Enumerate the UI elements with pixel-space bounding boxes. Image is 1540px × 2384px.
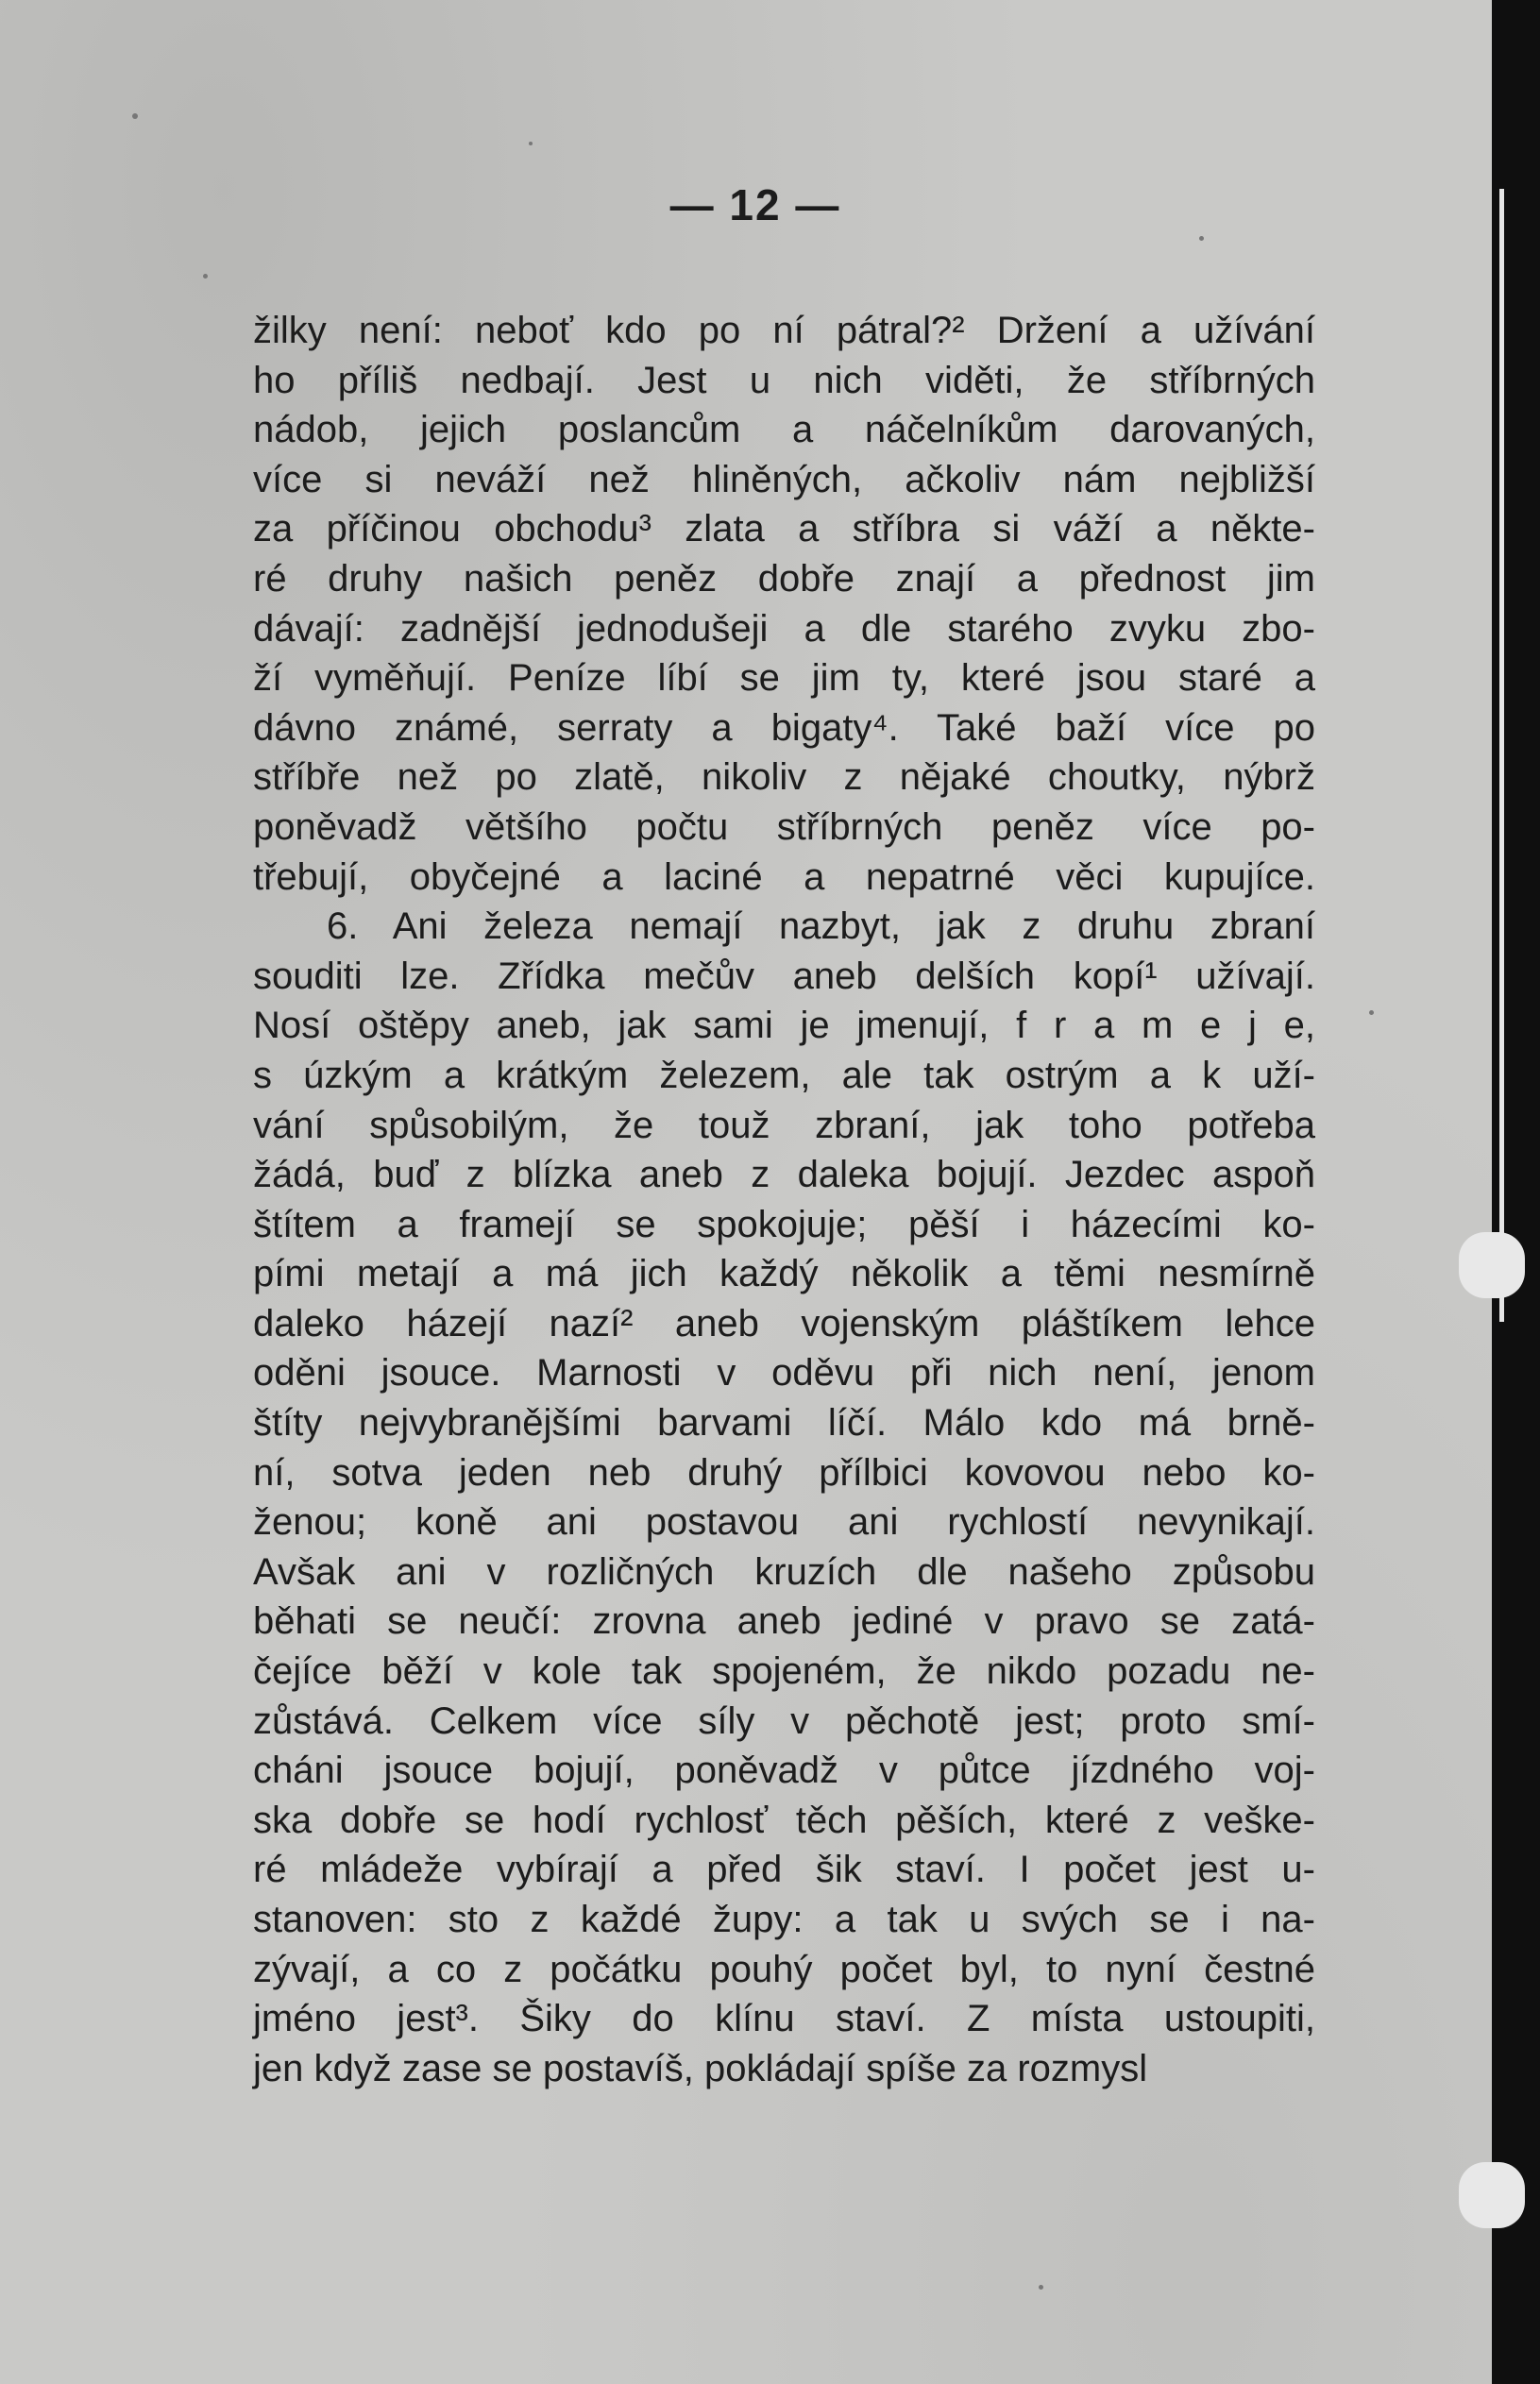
text-line: žádá, buď z blízka aneb z daleka bojují. Jezdec aspoň bbox=[253, 1154, 1315, 1196]
paper-speck bbox=[203, 274, 208, 279]
page-edge-line bbox=[1499, 189, 1504, 1322]
page-number: — 12 — bbox=[669, 180, 841, 229]
text-line: s úzkým a krátkým železem, ale tak ostrým a k uží- bbox=[253, 1054, 1315, 1096]
text-line: zůstává. Celkem více síly v pěchotě jest; proto smí- bbox=[253, 1699, 1315, 1742]
text-line: stanoven: sto z každé župy: a tak u svých se i na- bbox=[253, 1899, 1315, 1940]
text-line: ré mládeže vybírají a před šik staví. I počet jest u- bbox=[253, 1849, 1315, 1891]
text-line: Nosí oštěpy aneb, jak sami je jmenují, f r a m e j e, bbox=[253, 1005, 1315, 1047]
text-line: zývají, a co z počátku pouhý počet byl, to nyní čestné bbox=[253, 1948, 1315, 1990]
text-line: čejíce běží v kole tak spojeném, že nikdo pozadu ne- bbox=[253, 1650, 1315, 1693]
text-line: ho příliš nedbají. Jest u nich viděti, že stříbrných bbox=[253, 359, 1315, 401]
text-line: ží vyměňují. Peníze líbí se jim ty, které jsou staré a bbox=[253, 657, 1315, 700]
paper-speck bbox=[529, 142, 533, 145]
text-line: jen když zase se postavíš, pokládají spíše za rozmysl bbox=[253, 2047, 1148, 2089]
text-line: za příčinou obchodu³ zlata a stříbra si váží a někte- bbox=[253, 508, 1315, 550]
text-line: štíty nejvybranějšími barvami líčí. Málo kdo má brně- bbox=[253, 1402, 1315, 1445]
text-line: žilky není: neboť kdo po ní pátral?² Držení a užívání bbox=[253, 310, 1315, 351]
text-line: 6. Ani železa nemají nazbyt, jak z druhu zbraní bbox=[327, 905, 1315, 948]
text-line: ženou; koně ani postavou ani rychlostí nevynikají. bbox=[253, 1501, 1315, 1544]
paper-speck bbox=[1369, 1010, 1374, 1015]
text-line: jméno jest³. Šiky do klínu staví. Z místa ustoupiti, bbox=[253, 1998, 1315, 2040]
body-text bbox=[253, 306, 1315, 2093]
text-line: daleko házejí nazí² aneb vojenským pláštíkem lehce bbox=[253, 1302, 1315, 1344]
text-line: ska dobře se hodí rychlosť těch pěších, které z veške- bbox=[253, 1799, 1315, 1841]
paper-speck bbox=[1199, 236, 1204, 241]
paper-speck bbox=[1039, 2285, 1043, 2290]
paper-speck bbox=[132, 113, 138, 119]
text-line: oděni jsouce. Marnosti v oděvu při nich není, jenom bbox=[253, 1352, 1315, 1395]
text-line: vání spůsobilým, že touž zbraní, jak toho potřeba bbox=[253, 1104, 1315, 1146]
text-line: více si neváží než hliněných, ačkoliv nám nejbližší bbox=[253, 458, 1315, 500]
text-line: stříbře než po zlatě, nikoliv z nějaké choutky, nýbrž bbox=[253, 756, 1315, 799]
text-line: štítem a framejí se spokojuje; pěší i házecími ko- bbox=[253, 1203, 1315, 1245]
binding-clip-mark bbox=[1459, 1232, 1525, 1298]
text-line: nádob, jejich poslancům a náčelníkům darovaných, bbox=[253, 409, 1315, 451]
text-line: pími metají a má jich každý několik a těmi nesmírně bbox=[253, 1253, 1315, 1295]
text-line: souditi lze. Zřídka mečův aneb delších kopí¹ užívají. bbox=[253, 955, 1315, 997]
text-line: Avšak ani v rozličných kruzích dle našeho způsobu bbox=[253, 1550, 1315, 1593]
text-line: třebují, obyčejné a laciné a nepatrné věci kupujíce. bbox=[253, 855, 1315, 898]
text-line: běhati se neučí: zrovna aneb jediné v pravo se zatá- bbox=[253, 1600, 1315, 1643]
text-line: cháni jsouce bojují, poněvadž v půtce jízdného voj- bbox=[253, 1750, 1315, 1792]
text-line: dávno známé, serraty a bigaty⁴. Také baží více po bbox=[253, 706, 1315, 749]
text-line: poněvadž většího počtu stříbrných peněz více po- bbox=[253, 805, 1315, 848]
text-line: ní, sotva jeden neb druhý přílbici kovovou nebo ko- bbox=[253, 1451, 1315, 1494]
text-line: ré druhy našich peněz dobře znají a přednost jim bbox=[253, 557, 1315, 600]
text-line: dávají: zadnější jednodušeji a dle starého zvyku zbo- bbox=[253, 607, 1315, 650]
binding-clip-mark bbox=[1459, 2162, 1525, 2228]
